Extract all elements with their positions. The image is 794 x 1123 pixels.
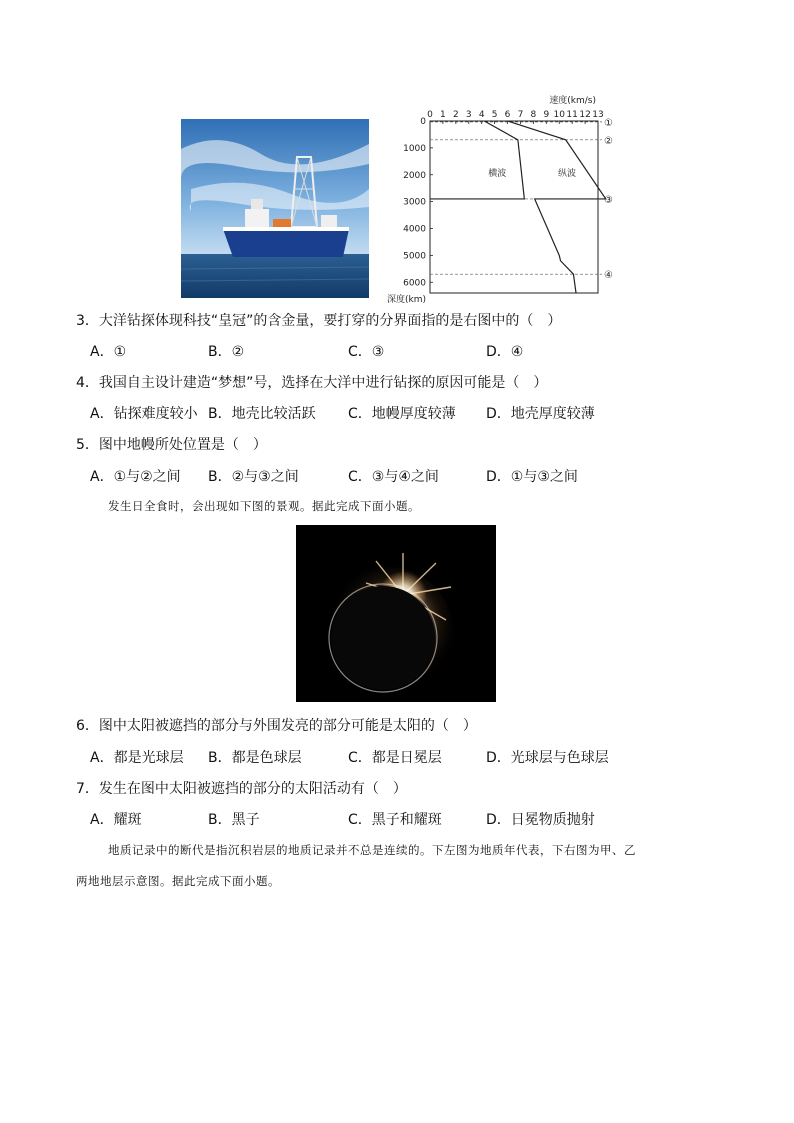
velocity-tick-label: 2 — [452, 110, 459, 120]
seismic-wave-graph — [376, 93, 621, 305]
question-5-option-b[interactable]: B．②与③之间 — [208, 469, 299, 485]
boundary-marker: ② — [604, 135, 613, 147]
p-wave-label: 纵波 — [557, 169, 576, 180]
s-wave-curve — [430, 121, 524, 199]
question-5-stem: 5．图中地幔所处位置是（ ） — [76, 437, 267, 453]
velocity-tick-label: 8 — [530, 110, 537, 120]
question-7-option-c[interactable]: C．黑子和耀斑 — [348, 812, 442, 828]
velocity-tick-label: 9 — [543, 110, 550, 120]
velocity-tick-label: 12 — [579, 110, 591, 120]
velocity-tick-label: 0 — [427, 110, 433, 120]
graph-frame — [430, 121, 598, 293]
question-3-option-c[interactable]: C．③ — [348, 344, 385, 360]
velocity-tick-label: 10 — [553, 110, 565, 120]
question-6-option-b[interactable]: B．都是色球层 — [208, 750, 302, 766]
velocity-tick-label: 1 — [440, 110, 446, 120]
depth-tick-label: 6000 — [403, 278, 426, 289]
velocity-axis-label: 速度(km/s) — [549, 96, 596, 106]
question-4-stem: 4．我国自主设计建造“梦想”号，选择在大洋中进行钻探的原因可能是（ ） — [76, 375, 548, 391]
question-3-stem: 3．大洋钻探体现科技“皇冠”的含金量，要打穿的分界面指的是右图中的（ ） — [76, 313, 562, 329]
depth-axis-label: 深度(km) — [386, 295, 426, 305]
question-7-option-d[interactable]: D．日冕物质抛射 — [486, 812, 595, 828]
velocity-tick-label: 7 — [517, 110, 524, 120]
geology-intro-line2: 两地地层示意图。据此完成下面小题。 — [76, 874, 280, 888]
depth-tick-label: 3000 — [403, 197, 426, 208]
question-4-option-b[interactable]: B．地壳比较活跃 — [208, 406, 316, 422]
depth-tick-label: 4000 — [403, 224, 426, 235]
solar-eclipse-photo — [296, 525, 496, 702]
question-6-stem: 6．图中太阳被遮挡的部分与外围发亮的部分可能是太阳的（ ） — [76, 718, 477, 734]
velocity-tick-label: 11 — [566, 110, 578, 120]
velocity-tick-label: 3 — [465, 110, 472, 120]
question-6-option-d[interactable]: D．光球层与色球层 — [486, 750, 609, 766]
p-wave-curve — [508, 121, 606, 293]
question-5-option-c[interactable]: C．③与④之间 — [348, 469, 439, 485]
velocity-tick-label: 6 — [504, 110, 511, 120]
question-5-option-d[interactable]: D．①与③之间 — [486, 469, 578, 485]
velocity-tick-label: 5 — [491, 110, 498, 120]
question-4-option-c[interactable]: C．地幔厚度较薄 — [348, 406, 456, 422]
question-7-option-b[interactable]: B．黑子 — [208, 812, 260, 828]
question-6-option-c[interactable]: C．都是日冕层 — [348, 750, 442, 766]
s-wave-label: 横波 — [488, 169, 507, 180]
boundary-marker: ③ — [604, 194, 613, 206]
depth-tick-label: 5000 — [403, 251, 426, 262]
question-7-stem: 7．发生在图中太阳被遮挡的部分的太阳活动有（ ） — [76, 781, 407, 797]
question-6-option-a[interactable]: A．都是光球层 — [90, 750, 184, 766]
question-3-option-d[interactable]: D．④ — [486, 344, 524, 360]
question-4-option-d[interactable]: D．地壳厚度较薄 — [486, 406, 595, 422]
boundary-marker: ④ — [604, 270, 613, 282]
depth-tick-label: 0 — [420, 117, 426, 127]
eclipse-intro-text: 发生日全食时，会出现如下图的景观。据此完成下面小题。 — [108, 499, 420, 513]
drilling-ship-photo — [181, 119, 369, 298]
question-7-option-a[interactable]: A．耀斑 — [90, 812, 142, 828]
geology-intro-line1: 地质记录中的断代是指沉积岩层的地质记录并不总是连续的。下左图为地质年代表，下右图为甲、乙 — [108, 843, 636, 857]
question-3-option-b[interactable]: B．② — [208, 344, 245, 360]
question-3-option-a[interactable]: A．① — [90, 344, 127, 360]
question-4-option-a[interactable]: A．钻探难度较小 — [90, 406, 198, 422]
boundary-marker: ① — [604, 117, 613, 129]
velocity-tick-label: 13 — [592, 110, 604, 120]
depth-tick-label: 1000 — [403, 143, 426, 154]
question-5-option-a[interactable]: A．①与②之间 — [90, 469, 181, 485]
velocity-tick-label: 4 — [478, 110, 485, 120]
depth-tick-label: 2000 — [403, 170, 426, 181]
